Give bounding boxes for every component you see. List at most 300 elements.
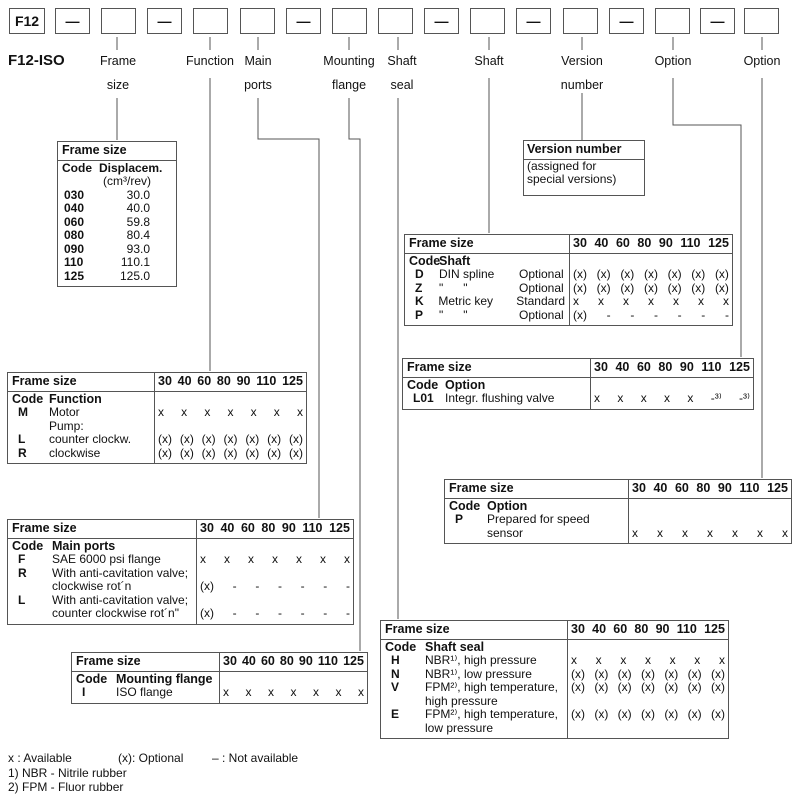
availability-mark: (x) <box>710 666 725 681</box>
frame-size-row <box>64 270 176 284</box>
shaft-seal-table <box>380 620 729 739</box>
availability-mark: (x) <box>596 267 611 281</box>
row-code: R <box>18 565 27 580</box>
table-row <box>12 567 192 594</box>
availability-mark: x <box>687 391 694 405</box>
row-code: K <box>415 294 424 308</box>
table-row <box>385 654 563 668</box>
availability-mark: (x) <box>640 666 655 681</box>
frame-size-header: Frame size <box>449 481 514 495</box>
label-option1: Option <box>654 54 692 68</box>
table-row <box>409 295 565 309</box>
availability-mark: x <box>620 653 627 667</box>
availability-mark: (x) <box>200 606 214 620</box>
row-name: FPM²⁾, high temperature, <box>425 680 558 694</box>
row-name: NBR¹⁾, high pressure <box>425 653 537 667</box>
frame-size-col: 80 <box>696 481 711 495</box>
availability-mark: x <box>290 685 297 699</box>
availability-mark: - <box>277 606 282 620</box>
frame-size-col: 80 <box>634 622 649 636</box>
row-code: L <box>18 432 26 446</box>
version-note-1: (assigned for <box>527 158 597 173</box>
frame-size-col: 80 <box>658 360 673 374</box>
availability-mark: x <box>623 294 629 308</box>
displacement-value: 59.8 <box>126 214 150 229</box>
frame-size-row <box>64 202 176 216</box>
frame-size-box[interactable] <box>101 8 136 34</box>
col-name: Shaft seal <box>425 639 485 654</box>
row-code: Z <box>415 280 423 295</box>
legend-not-available: – : Not available <box>212 751 299 765</box>
availability-mark: (x) <box>664 666 679 681</box>
availability-mark: (x) <box>571 666 585 681</box>
availability-mark: (x) <box>643 267 658 281</box>
shaft-box[interactable] <box>470 8 505 34</box>
displacement-value: 30.0 <box>126 187 150 202</box>
frame-size-col: 110 <box>739 481 760 495</box>
col-code: Code <box>449 498 481 513</box>
frame-size-col: 40 <box>592 622 607 636</box>
label-function: Function <box>186 54 234 68</box>
frame-size-header: Frame size <box>385 622 450 636</box>
availability-mark: (x) <box>617 680 632 694</box>
version-box[interactable] <box>563 8 598 34</box>
page-subtitle: F12-ISO <box>8 52 65 69</box>
function-table <box>7 372 307 464</box>
dash-box: — <box>516 8 551 34</box>
displacement-value: 93.0 <box>126 241 150 256</box>
frame-size-col: 125 <box>729 360 750 374</box>
col-code: Code <box>409 253 441 268</box>
frame-size-col: 80 <box>216 374 231 388</box>
availability-mark: x <box>682 525 688 540</box>
row-name-cont: sensor <box>487 525 524 540</box>
frame-size-col: 30 <box>158 374 172 388</box>
row-status: Standard <box>516 294 565 308</box>
frame-size-header: Frame size <box>407 360 472 374</box>
availability-mark: x <box>632 525 638 540</box>
availability-mark: (x) <box>201 445 216 460</box>
availability-mark: - <box>255 579 260 593</box>
availability-mark: x <box>718 653 725 667</box>
availability-mark: x <box>245 685 252 699</box>
row-code: N <box>391 666 400 681</box>
frame-size-title: Frame size <box>58 142 176 161</box>
table-row <box>409 282 565 296</box>
availability-mark: - <box>606 307 611 322</box>
frame-size-col: 90 <box>298 654 313 668</box>
frame-size-col: 110 <box>302 521 323 535</box>
displacement-value: 110.1 <box>120 255 150 269</box>
footnote-nbr: 1) NBR - Nitrile rubber <box>8 766 127 780</box>
availability-mark: - <box>630 307 635 322</box>
row-name: " " <box>439 280 468 295</box>
label-shaft-seal: Shaft seal <box>387 54 417 92</box>
frame-size-header: Frame size <box>12 521 77 535</box>
availability-mark: (x) <box>594 680 609 694</box>
frame-size-col: 110 <box>680 236 701 250</box>
frame-size-row <box>64 216 176 230</box>
availability-mark: (x) <box>223 445 238 460</box>
availability-mark: (x) <box>596 280 611 295</box>
frame-size-col: 60 <box>613 622 628 636</box>
availability-mark: x <box>158 405 164 419</box>
frame-size-col: 40 <box>653 481 668 495</box>
col-code: Code <box>76 671 108 686</box>
availability-mark: (x) <box>267 432 282 446</box>
availability-mark: (x) <box>643 280 658 295</box>
availability-mark: x <box>313 685 319 699</box>
frame-code: 080 <box>64 228 85 242</box>
availability-mark: x <box>335 685 342 699</box>
availability-mark: (x) <box>245 432 260 446</box>
table-row <box>76 686 215 700</box>
frame-size-col: 80 <box>637 236 652 250</box>
availability-mark: (x) <box>710 680 725 694</box>
frame-size-col: 110 <box>676 622 697 636</box>
availability-mark: - <box>345 606 350 620</box>
table-row <box>12 553 192 567</box>
frame-size-row <box>64 256 176 270</box>
availability-mark: (x) <box>158 432 172 446</box>
table-row <box>12 406 150 420</box>
frame-size-col: 40 <box>220 521 235 535</box>
frame-size-col: 60 <box>260 654 275 668</box>
availability-mark: (x) <box>691 267 706 281</box>
availability-mark: (x) <box>158 445 172 460</box>
frame-code: 110 <box>64 255 84 269</box>
frame-size-row <box>64 189 176 203</box>
frame-size-col: 125 <box>708 236 729 250</box>
table-row <box>12 447 150 461</box>
prefix-box: F12 <box>9 8 45 34</box>
frame-size-col: 90 <box>236 374 251 388</box>
frame-size-col: 125 <box>767 481 788 495</box>
label-frame-size: Frame size <box>99 54 137 92</box>
availability-mark: x <box>617 391 624 405</box>
main-ports-box[interactable] <box>240 8 275 34</box>
availability-mark: x <box>250 405 257 419</box>
col-name: Function <box>49 391 102 406</box>
availability-mark: x <box>248 552 254 566</box>
legend-optional: (x): Optional <box>118 751 184 765</box>
frame-size-col: 90 <box>655 622 670 636</box>
availability-mark: (x) <box>223 432 238 446</box>
col-code: Code <box>12 391 44 406</box>
frame-size-col: 90 <box>281 521 296 535</box>
availability-mark: x <box>320 552 326 566</box>
option1-box[interactable] <box>655 8 690 34</box>
availability-mark: (x) <box>620 280 635 295</box>
col-name: Option <box>487 498 528 513</box>
col-displacement: Displacem. <box>99 160 163 175</box>
row-name-cont: low pressure <box>425 720 494 735</box>
availability-mark: (x) <box>640 680 655 694</box>
frame-size-col: 40 <box>241 654 256 668</box>
availability-mark: x <box>757 525 763 540</box>
availability-mark: x <box>273 405 280 419</box>
shaft-seal-box[interactable] <box>378 8 413 34</box>
row-name: DIN spline <box>439 267 495 281</box>
footnote-fpm: 2) FPM - Fluor rubber <box>8 780 124 794</box>
availability-mark: x <box>296 405 303 419</box>
col-unit: (cm³/rev) <box>103 174 151 188</box>
row-name: Prepared for speed <box>487 512 590 526</box>
label-mounting-flange: Mounting flange <box>323 54 375 92</box>
row-code: V <box>391 680 400 694</box>
availability-mark: - <box>255 606 260 620</box>
row-name: NBR¹⁾, low pressure <box>425 666 532 681</box>
availability-mark: x <box>669 653 676 667</box>
displacement-value: 80.4 <box>126 228 150 242</box>
displacement-value: 125.0 <box>119 268 150 283</box>
availability-mark: x <box>657 525 663 540</box>
availability-mark: (x) <box>687 707 702 721</box>
col-code: Code <box>12 538 44 553</box>
availability-mark: (x) <box>617 707 632 721</box>
availability-mark: (x) <box>573 307 587 322</box>
frame-size-table <box>57 141 177 287</box>
frame-size-col: 30 <box>594 360 608 374</box>
availability-mark: x <box>594 391 600 405</box>
row-name: counter clockw. <box>49 432 132 446</box>
row-name-cont: high pressure <box>425 693 498 708</box>
label-option2: Option <box>743 54 781 68</box>
availability-mark: x <box>358 685 364 699</box>
frame-size-col: 125 <box>704 622 725 636</box>
col-code: Code <box>407 377 439 392</box>
mounting-flange-box[interactable] <box>332 8 367 34</box>
availability-mark: (x) <box>288 432 303 446</box>
frame-size-col: 60 <box>636 360 651 374</box>
frame-size-col: 90 <box>717 481 732 495</box>
row-code <box>12 420 49 434</box>
availability-mark: - <box>277 579 282 593</box>
row-status: Optional <box>519 267 564 281</box>
frame-size-col: 30 <box>632 481 646 495</box>
frame-size-row <box>64 243 176 257</box>
availability-mark: (x) <box>620 267 635 281</box>
row-code: D <box>415 267 424 281</box>
legend <box>8 751 298 765</box>
shaft-table <box>404 234 733 326</box>
version-title: Version number <box>524 141 644 160</box>
row-code: F <box>18 552 26 566</box>
availability-mark: x <box>223 685 229 699</box>
row-name: Integr. flushing valve <box>445 391 555 405</box>
availability-mark: (x) <box>664 707 679 721</box>
availability-mark: - <box>724 307 729 322</box>
availability-mark: (x) <box>245 445 260 460</box>
row-name: With anti-cavitation valve; <box>52 592 189 607</box>
availability-mark: - <box>323 579 328 593</box>
availability-mark: x <box>571 653 577 667</box>
availability-mark: x <box>648 294 654 308</box>
availability-mark: (x) <box>691 280 706 295</box>
availability-mark: x <box>732 525 738 540</box>
availability-mark: x <box>698 294 704 308</box>
availability-mark: (x) <box>179 445 194 460</box>
availability-mark: - <box>653 307 658 322</box>
legend-available: x : Available <box>8 751 72 765</box>
availability-mark: (x) <box>571 680 585 694</box>
table-row <box>12 433 150 447</box>
row-name: Motor <box>49 405 80 419</box>
availability-mark: (x) <box>714 280 729 295</box>
row-code: P <box>415 307 424 322</box>
row-name: With anti-cavitation valve; <box>52 565 189 580</box>
availability-mark: -³⁾ <box>710 391 722 405</box>
function-box[interactable] <box>193 8 228 34</box>
availability-mark: (x) <box>667 280 682 295</box>
row-status: Optional <box>519 280 564 295</box>
frame-size-col: 40 <box>177 374 192 388</box>
col-code: Code <box>62 160 92 175</box>
availability-mark: x <box>595 653 602 667</box>
frame-size-header: Frame size <box>76 654 141 668</box>
dash-box: — <box>700 8 735 34</box>
availability-mark: (x) <box>664 680 679 694</box>
col-name: Option <box>445 377 486 392</box>
flushing-valve-option-table <box>402 358 754 410</box>
frame-code: 060 <box>64 214 85 229</box>
availability-mark: -³⁾ <box>739 391 750 405</box>
frame-size-header: Frame size <box>12 374 77 388</box>
row-code: L <box>18 592 26 607</box>
availability-mark: x <box>344 552 350 566</box>
speed-sensor-option-table <box>444 479 792 544</box>
dash-box: — <box>55 8 90 34</box>
availability-mark: x <box>640 391 647 405</box>
availability-mark: - <box>345 579 350 593</box>
row-name: SAE 6000 psi flange <box>52 552 161 566</box>
frame-code: 030 <box>64 187 85 202</box>
frame-size-row <box>64 229 176 243</box>
availability-mark: x <box>268 685 274 699</box>
availability-mark: x <box>204 405 211 419</box>
frame-size-col: 60 <box>240 521 255 535</box>
dash-box: — <box>147 8 182 34</box>
availability-mark: x <box>723 294 729 308</box>
col-name: Mounting flange <box>116 671 213 686</box>
availability-mark: (x) <box>617 666 632 681</box>
availability-mark: (x) <box>179 432 194 446</box>
availability-mark: (x) <box>687 680 702 694</box>
frame-size-col: 60 <box>197 374 212 388</box>
availability-mark: x <box>598 294 604 308</box>
dash-box: — <box>609 8 644 34</box>
frame-size-col: 110 <box>317 654 339 668</box>
row-name: " " <box>439 307 468 322</box>
row-code: E <box>391 707 400 721</box>
frame-size-col: 125 <box>343 654 364 668</box>
col-name: Shaft <box>439 253 471 268</box>
availability-mark: x <box>296 552 302 566</box>
frame-size-col: 30 <box>223 654 237 668</box>
row-name: clockwise <box>49 445 101 460</box>
row-code: R <box>18 445 27 460</box>
frame-size-col: 40 <box>615 360 630 374</box>
main-ports-table <box>7 519 354 625</box>
frame-size-col: 60 <box>674 481 689 495</box>
availability-mark: (x) <box>594 666 609 681</box>
availability-mark: (x) <box>288 445 303 460</box>
availability-mark: - <box>232 579 237 593</box>
label-version: Version number <box>560 54 604 92</box>
availability-mark: - <box>232 606 237 620</box>
availability-mark: (x) <box>201 432 216 446</box>
frame-size-col: 110 <box>701 360 722 374</box>
table-row <box>12 594 192 621</box>
table-row <box>449 513 624 540</box>
table-row <box>385 708 563 735</box>
availability-mark: - <box>323 606 328 620</box>
availability-mark: x <box>200 552 206 566</box>
availability-mark: x <box>782 525 788 540</box>
table-row <box>385 668 563 682</box>
row-code: L01 <box>413 391 434 405</box>
frame-size-col: 30 <box>200 521 214 535</box>
option2-box[interactable] <box>744 8 779 34</box>
availability-mark: (x) <box>667 267 682 281</box>
availability-mark: x <box>227 405 234 419</box>
availability-mark: (x) <box>687 666 702 681</box>
row-code: H <box>391 653 400 667</box>
frame-size-col: 80 <box>279 654 294 668</box>
frame-size-header: Frame size <box>409 236 474 250</box>
version-number-table <box>523 140 645 196</box>
availability-mark: x <box>181 405 188 419</box>
row-name: Pump: <box>49 418 84 433</box>
availability-mark: (x) <box>200 579 214 593</box>
availability-mark: (x) <box>710 707 725 721</box>
availability-mark: (x) <box>573 267 587 281</box>
dash-box: — <box>286 8 321 34</box>
availability-mark: x <box>707 525 713 540</box>
frame-size-col: 90 <box>658 236 673 250</box>
availability-mark: x <box>224 552 230 566</box>
availability-mark: (x) <box>714 267 729 281</box>
availability-mark: - <box>677 307 682 322</box>
availability-mark: x <box>272 552 278 566</box>
availability-mark: x <box>673 294 679 308</box>
frame-code: 090 <box>64 241 85 256</box>
label-main-ports: Main ports <box>244 54 272 92</box>
dash-box: — <box>424 8 459 34</box>
frame-size-col: 125 <box>329 521 350 535</box>
availability-mark: x <box>573 294 579 308</box>
frame-size-col: 80 <box>261 521 276 535</box>
label-shaft: Shaft <box>474 54 504 68</box>
availability-mark: - <box>300 579 305 593</box>
frame-size-col: 125 <box>282 374 303 388</box>
frame-size-col: 30 <box>571 622 585 636</box>
row-status: Optional <box>519 307 564 322</box>
availability-mark: x <box>694 653 701 667</box>
table-row <box>12 420 150 434</box>
frame-size-col: 90 <box>679 360 694 374</box>
availability-mark: - <box>300 606 305 620</box>
availability-mark: (x) <box>573 280 587 295</box>
availability-mark: (x) <box>594 707 609 721</box>
availability-mark: (x) <box>640 707 655 721</box>
frame-code: 125 <box>64 268 85 283</box>
table-row <box>407 392 586 406</box>
row-name-cont: counter clockwise rot´n" <box>52 606 179 620</box>
row-name: FPM²⁾, high temperature, <box>425 707 558 721</box>
table-row <box>409 309 565 323</box>
frame-size-col: 110 <box>256 374 277 388</box>
